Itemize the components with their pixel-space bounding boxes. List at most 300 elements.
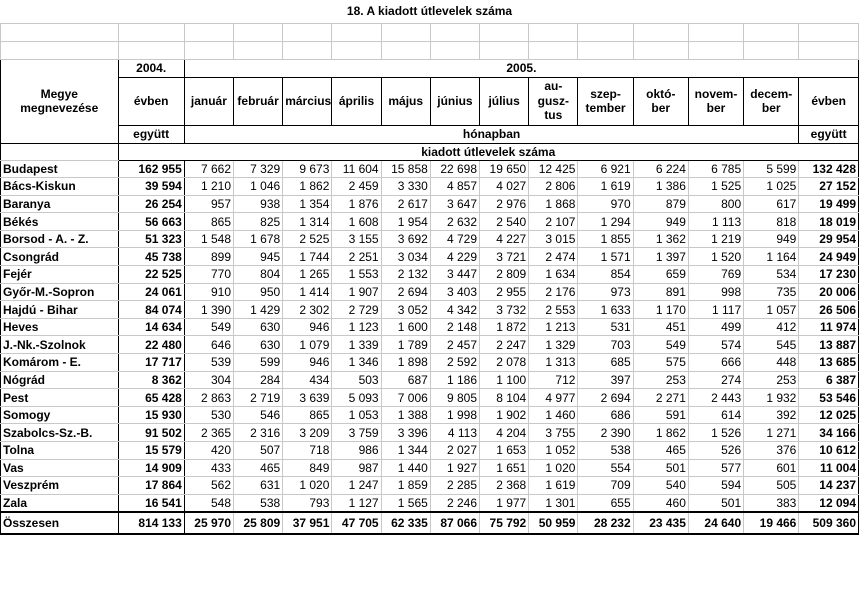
month-value: 3 015	[529, 230, 578, 248]
month-value: 1 213	[529, 318, 578, 336]
region-name: Borsod - A. - Z.	[1, 230, 119, 248]
month-value: 1 548	[184, 230, 233, 248]
month-header: decem- ber	[744, 77, 799, 125]
month-value: 4 204	[480, 424, 529, 442]
month-value: 800	[688, 195, 743, 213]
month-value: 554	[578, 459, 633, 477]
month-value: 383	[744, 494, 799, 512]
month-value: 3 403	[430, 283, 479, 301]
table-row	[1, 318, 859, 336]
month-value: 6 785	[688, 160, 743, 178]
month-value: 2 457	[430, 336, 479, 354]
month-header: július	[480, 77, 529, 125]
month-value: 2 592	[430, 354, 479, 372]
value-2004: 65 428	[118, 389, 184, 407]
month-value: 376	[744, 442, 799, 460]
table-row	[1, 354, 859, 372]
table-row	[1, 178, 859, 196]
month-value: 534	[744, 266, 799, 284]
month-value: 5 093	[332, 389, 381, 407]
region-name: Hajdú - Bihar	[1, 301, 119, 319]
month-value: 1 872	[480, 318, 529, 336]
month-value: 37 951	[283, 512, 332, 534]
month-value: 1 653	[480, 442, 529, 460]
month-value: 1 346	[332, 354, 381, 372]
month-value: 591	[633, 406, 688, 424]
month-value: 865	[184, 213, 233, 231]
month-value: 531	[578, 318, 633, 336]
region-name: Somogy	[1, 406, 119, 424]
month-value: 7 662	[184, 160, 233, 178]
month-value: 451	[633, 318, 688, 336]
month-value: 1 744	[283, 248, 332, 266]
month-value: 75 792	[480, 512, 529, 534]
month-header: február	[234, 77, 283, 125]
month-value: 505	[744, 477, 799, 495]
table-row	[1, 459, 859, 477]
value-2004: 22 525	[118, 266, 184, 284]
month-value: 1 313	[529, 354, 578, 372]
month-value: 1 079	[283, 336, 332, 354]
month-value: 507	[234, 442, 283, 460]
value-2004: 14 909	[118, 459, 184, 477]
month-value: 946	[283, 318, 332, 336]
month-value: 1 520	[688, 248, 743, 266]
month-value: 1 052	[529, 442, 578, 460]
month-value: 1 344	[381, 442, 430, 460]
month-value: 574	[688, 336, 743, 354]
month-value: 2 107	[529, 213, 578, 231]
month-value: 2 955	[480, 283, 529, 301]
month-value: 712	[529, 371, 578, 389]
month-value: 617	[744, 195, 799, 213]
month-value: 986	[332, 442, 381, 460]
value-2005: 20 006	[799, 283, 859, 301]
month-value: 545	[744, 336, 799, 354]
region-name: Összesen	[1, 512, 119, 534]
month-value: 2 246	[430, 494, 479, 512]
month-value: 1 123	[332, 318, 381, 336]
month-value: 1 859	[381, 477, 430, 495]
month-value: 3 692	[381, 230, 430, 248]
month-value: 1 678	[234, 230, 283, 248]
month-value: 2 365	[184, 424, 233, 442]
month-value: 718	[283, 442, 332, 460]
month-value: 1 855	[578, 230, 633, 248]
month-value: 1 954	[381, 213, 430, 231]
month-value: 1 525	[688, 178, 743, 196]
value-2004: 24 061	[118, 283, 184, 301]
region-name: Szabolcs-Sz.-B.	[1, 424, 119, 442]
month-value: 7 006	[381, 389, 430, 407]
month-value: 501	[633, 459, 688, 477]
month-value: 1 565	[381, 494, 430, 512]
region-name: Pest	[1, 389, 119, 407]
table-row	[1, 230, 859, 248]
month-value: 1 932	[744, 389, 799, 407]
month-value: 703	[578, 336, 633, 354]
month-value: 1 902	[480, 406, 529, 424]
value-2005: 132 428	[799, 160, 859, 178]
month-value: 1 053	[332, 406, 381, 424]
month-value: 709	[578, 477, 633, 495]
month-value: 253	[744, 371, 799, 389]
month-value: 1 619	[578, 178, 633, 196]
table-row	[1, 301, 859, 319]
month-value: 998	[688, 283, 743, 301]
total-row	[1, 512, 859, 534]
month-value: 849	[283, 459, 332, 477]
month-value: 686	[578, 406, 633, 424]
month-value: 2 729	[332, 301, 381, 319]
month-value: 2 459	[332, 178, 381, 196]
month-value: 3 721	[480, 248, 529, 266]
month-value: 465	[633, 442, 688, 460]
month-value: 1 294	[578, 213, 633, 231]
month-value: 2 027	[430, 442, 479, 460]
region-name: Veszprém	[1, 477, 119, 495]
month-value: 28 232	[578, 512, 633, 534]
month-value: 631	[234, 477, 283, 495]
month-value: 4 857	[430, 178, 479, 196]
month-value: 735	[744, 283, 799, 301]
region-name: Tolna	[1, 442, 119, 460]
month-value: 11 604	[332, 160, 381, 178]
egyutt-2004-header: együtt	[118, 125, 184, 143]
month-value: 1 301	[529, 494, 578, 512]
month-value: 548	[184, 494, 233, 512]
region-header: Megye megnevezése	[1, 59, 119, 143]
month-value: 957	[184, 195, 233, 213]
table-row	[1, 371, 859, 389]
month-value: 818	[744, 213, 799, 231]
month-value: 1 553	[332, 266, 381, 284]
month-value: 4 229	[430, 248, 479, 266]
month-value: 1 046	[234, 178, 283, 196]
value-2004: 8 362	[118, 371, 184, 389]
value-2004: 39 594	[118, 178, 184, 196]
month-value: 2 251	[332, 248, 381, 266]
month-value: 2 285	[430, 477, 479, 495]
month-value: 412	[744, 318, 799, 336]
month-header: június	[430, 77, 479, 125]
month-value: 433	[184, 459, 233, 477]
month-value: 1 397	[633, 248, 688, 266]
month-value: 434	[283, 371, 332, 389]
month-value: 4 227	[480, 230, 529, 248]
table-row	[1, 160, 859, 178]
month-value: 539	[184, 354, 233, 372]
month-value: 304	[184, 371, 233, 389]
month-value: 646	[184, 336, 233, 354]
value-2005: 18 019	[799, 213, 859, 231]
month-value: 1 354	[283, 195, 332, 213]
month-value: 3 647	[430, 195, 479, 213]
month-value: 4 977	[529, 389, 578, 407]
table-row	[1, 283, 859, 301]
month-value: 1 390	[184, 301, 233, 319]
month-value: 25 970	[184, 512, 233, 534]
month-value: 2 694	[578, 389, 633, 407]
month-value: 3 639	[283, 389, 332, 407]
table-title: 18. A kiadott útlevelek száma	[346, 4, 513, 19]
month-value: 770	[184, 266, 233, 284]
value-2005: 17 230	[799, 266, 859, 284]
region-name: Bács-Kiskun	[1, 178, 119, 196]
month-value: 1 608	[332, 213, 381, 231]
month-value: 950	[234, 283, 283, 301]
month-value: 2 176	[529, 283, 578, 301]
table-row	[1, 442, 859, 460]
kiadott-header: kiadott útlevelek száma	[118, 143, 858, 160]
table-row	[1, 266, 859, 284]
month-value: 630	[234, 336, 283, 354]
month-value: 1 868	[529, 195, 578, 213]
month-value: 1 170	[633, 301, 688, 319]
month-value: 825	[234, 213, 283, 231]
region-name: J.-Nk.-Szolnok	[1, 336, 119, 354]
table-row	[1, 406, 859, 424]
table-row	[1, 195, 859, 213]
month-value: 685	[578, 354, 633, 372]
value-2004: 162 955	[118, 160, 184, 178]
month-header: május	[381, 77, 430, 125]
month-value: 1 020	[529, 459, 578, 477]
month-value: 769	[688, 266, 743, 284]
month-value: 538	[578, 442, 633, 460]
month-value: 1 117	[688, 301, 743, 319]
month-value: 2 863	[184, 389, 233, 407]
month-value: 601	[744, 459, 799, 477]
month-value: 3 732	[480, 301, 529, 319]
month-header: októ- ber	[633, 77, 688, 125]
month-value: 1 927	[430, 459, 479, 477]
month-value: 2 694	[381, 283, 430, 301]
month-value: 526	[688, 442, 743, 460]
month-value: 899	[184, 248, 233, 266]
month-value: 3 447	[430, 266, 479, 284]
month-value: 666	[688, 354, 743, 372]
month-value: 1 633	[578, 301, 633, 319]
month-value: 3 209	[283, 424, 332, 442]
month-value: 501	[688, 494, 743, 512]
value-2005: 509 360	[799, 512, 859, 534]
table-row	[1, 213, 859, 231]
month-value: 1 876	[332, 195, 381, 213]
month-value: 2 368	[480, 477, 529, 495]
month-value: 655	[578, 494, 633, 512]
month-value: 2 247	[480, 336, 529, 354]
month-value: 284	[234, 371, 283, 389]
month-value: 2 148	[430, 318, 479, 336]
value-2005: 6 387	[799, 371, 859, 389]
month-value: 2 540	[480, 213, 529, 231]
month-value: 47 705	[332, 512, 381, 534]
month-value: 3 052	[381, 301, 430, 319]
month-value: 1 526	[688, 424, 743, 442]
region-name: Budapest	[1, 160, 119, 178]
region-name: Zala	[1, 494, 119, 512]
month-value: 538	[234, 494, 283, 512]
month-value: 987	[332, 459, 381, 477]
month-value: 2 078	[480, 354, 529, 372]
month-value: 970	[578, 195, 633, 213]
table-row	[1, 477, 859, 495]
month-value: 1 362	[633, 230, 688, 248]
month-value: 575	[633, 354, 688, 372]
month-value: 879	[633, 195, 688, 213]
month-value: 3 759	[332, 424, 381, 442]
month-value: 50 959	[529, 512, 578, 534]
month-value: 15 858	[381, 160, 430, 178]
month-value: 630	[234, 318, 283, 336]
month-value: 1 386	[633, 178, 688, 196]
month-value: 460	[633, 494, 688, 512]
month-value: 1 862	[633, 424, 688, 442]
month-value: 397	[578, 371, 633, 389]
month-value: 3 155	[332, 230, 381, 248]
month-value: 1 339	[332, 336, 381, 354]
value-2005: 13 685	[799, 354, 859, 372]
month-value: 1 388	[381, 406, 430, 424]
month-value: 577	[688, 459, 743, 477]
value-2004: 15 579	[118, 442, 184, 460]
value-2004: 56 663	[118, 213, 184, 231]
value-2005: 26 506	[799, 301, 859, 319]
value-2004: 17 864	[118, 477, 184, 495]
value-2005: 14 237	[799, 477, 859, 495]
month-value: 1 414	[283, 283, 332, 301]
value-2005: 11 974	[799, 318, 859, 336]
month-value: 2 553	[529, 301, 578, 319]
month-header: január	[184, 77, 233, 125]
month-value: 2 976	[480, 195, 529, 213]
year-2005-header: 2005.	[184, 59, 858, 77]
month-value: 1 314	[283, 213, 332, 231]
value-2005: 11 004	[799, 459, 859, 477]
month-value: 62 335	[381, 512, 430, 534]
month-value: 549	[633, 336, 688, 354]
month-value: 2 390	[578, 424, 633, 442]
month-value: 22 698	[430, 160, 479, 178]
month-value: 1 271	[744, 424, 799, 442]
month-value: 420	[184, 442, 233, 460]
month-value: 19 466	[744, 512, 799, 534]
month-value: 530	[184, 406, 233, 424]
month-value: 2 474	[529, 248, 578, 266]
value-2004: 22 480	[118, 336, 184, 354]
month-value: 503	[332, 371, 381, 389]
value-2005: 34 166	[799, 424, 859, 442]
month-value: 5 599	[744, 160, 799, 178]
region-name: Fejér	[1, 266, 119, 284]
month-value: 540	[633, 477, 688, 495]
month-value: 499	[688, 318, 743, 336]
month-value: 23 435	[633, 512, 688, 534]
month-value: 938	[234, 195, 283, 213]
month-value: 465	[234, 459, 283, 477]
month-value: 253	[633, 371, 688, 389]
month-value: 546	[234, 406, 283, 424]
evben-2005-header: évben	[799, 77, 859, 125]
month-value: 1 571	[578, 248, 633, 266]
month-value: 2 632	[430, 213, 479, 231]
value-2005: 24 949	[799, 248, 859, 266]
month-value: 946	[283, 354, 332, 372]
month-value: 1 440	[381, 459, 430, 477]
month-value: 1 020	[283, 477, 332, 495]
month-value: 4 729	[430, 230, 479, 248]
month-value: 4 113	[430, 424, 479, 442]
month-value: 793	[283, 494, 332, 512]
table-row	[1, 389, 859, 407]
value-2005: 13 887	[799, 336, 859, 354]
value-2005: 12 025	[799, 406, 859, 424]
month-value: 949	[633, 213, 688, 231]
month-value: 1 600	[381, 318, 430, 336]
month-value: 910	[184, 283, 233, 301]
month-value: 2 443	[688, 389, 743, 407]
region-name: Nógrád	[1, 371, 119, 389]
month-value: 12 425	[529, 160, 578, 178]
month-value: 1 898	[381, 354, 430, 372]
month-header: március	[283, 77, 332, 125]
month-value: 4 342	[430, 301, 479, 319]
month-value: 1 265	[283, 266, 332, 284]
month-value: 87 066	[430, 512, 479, 534]
value-2004: 84 074	[118, 301, 184, 319]
month-value: 1 977	[480, 494, 529, 512]
region-name: Vas	[1, 459, 119, 477]
region-name: Heves	[1, 318, 119, 336]
month-value: 24 640	[688, 512, 743, 534]
month-value: 2 525	[283, 230, 332, 248]
month-value: 2 302	[283, 301, 332, 319]
honapban-header: hónapban	[184, 125, 799, 143]
region-name: Békés	[1, 213, 119, 231]
month-value: 1 127	[332, 494, 381, 512]
value-2004: 91 502	[118, 424, 184, 442]
month-value: 3 396	[381, 424, 430, 442]
month-value: 1 057	[744, 301, 799, 319]
month-value: 2 617	[381, 195, 430, 213]
month-value: 2 271	[633, 389, 688, 407]
month-value: 1 619	[529, 477, 578, 495]
month-value: 7 329	[234, 160, 283, 178]
value-2005: 53 546	[799, 389, 859, 407]
month-value: 1 164	[744, 248, 799, 266]
value-2004: 26 254	[118, 195, 184, 213]
table-row	[1, 424, 859, 442]
month-value: 9 805	[430, 389, 479, 407]
month-value: 1 329	[529, 336, 578, 354]
month-value: 19 650	[480, 160, 529, 178]
month-value: 854	[578, 266, 633, 284]
month-value: 945	[234, 248, 283, 266]
month-value: 1 210	[184, 178, 233, 196]
month-value: 25 809	[234, 512, 283, 534]
month-value: 3 034	[381, 248, 430, 266]
month-value: 659	[633, 266, 688, 284]
month-value: 1 247	[332, 477, 381, 495]
month-value: 6 921	[578, 160, 633, 178]
year-2004-header: 2004.	[118, 59, 184, 77]
table-row	[1, 336, 859, 354]
value-2005: 12 094	[799, 494, 859, 512]
region-name: Komárom - E.	[1, 354, 119, 372]
region-name: Baranya	[1, 195, 119, 213]
month-value: 599	[234, 354, 283, 372]
